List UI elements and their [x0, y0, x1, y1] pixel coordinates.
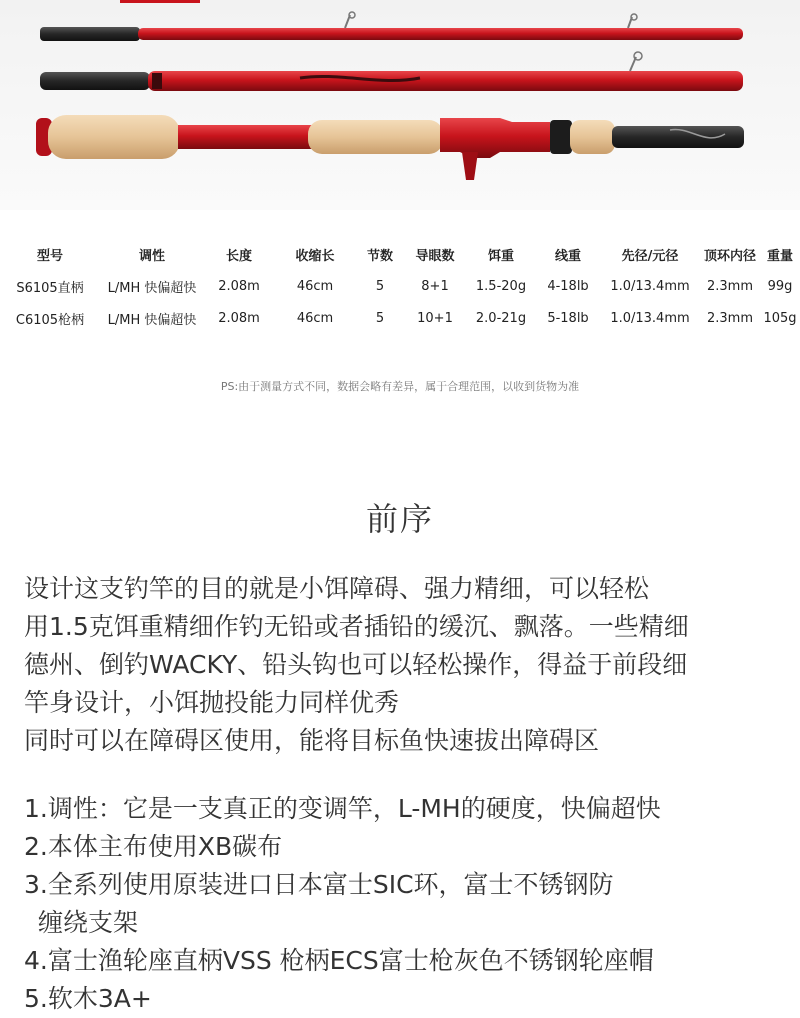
intro-line: 同时可以在障碍区使用，能将目标鱼快速拔出障碍区 — [24, 726, 600, 755]
feature-item-carbon: 2.本体主布使用XB碳布 — [24, 832, 283, 861]
intro-line: 竿身设计，小饵抛投能力同样优秀 — [24, 688, 400, 717]
header-sections: 节数 — [366, 248, 393, 264]
table-row — [0, 270, 800, 302]
cell-line-weight: 4-18lb — [547, 278, 589, 294]
header-weight: 重量 — [766, 248, 793, 264]
measurement-note: PS:由于测量方式不同，数据会略有差异，属于合理范围，以收到货物为准 — [220, 380, 580, 393]
cell-model: C6105枪柄 — [15, 312, 85, 328]
cell-length: 2.08m — [218, 278, 260, 294]
feature-item-reel-seat: 4.富士渔轮座直柄VSS 枪柄ECS富士枪灰色不锈钢轮座帽 — [24, 946, 654, 975]
rod-top-remnant — [120, 0, 200, 3]
spec-table-header-row — [0, 238, 800, 270]
intro-line: 设计这支钓竿的目的就是小饵障碍、强力精细，可以轻松 — [24, 574, 650, 603]
cell-action: L/MH 快偏超快 — [107, 312, 197, 328]
feature-item-guides: 3.全系列使用原装进口日本富士SIC环，富士不锈钢防 — [24, 870, 614, 899]
cell-closed-length: 46cm — [296, 278, 334, 294]
cell-model: S6105直柄 — [16, 280, 84, 296]
fishing-rod-illustration — [0, 0, 800, 210]
section-title: 前序 — [365, 500, 434, 538]
feature-item-cork: 5.软木3A+ — [24, 984, 152, 1013]
rod-section-1 — [40, 12, 743, 41]
cell-weight: 105g — [763, 310, 797, 326]
header-length: 长度 — [225, 248, 252, 264]
spec-table — [0, 238, 800, 334]
cell-lure-weight: 1.5-20g — [475, 278, 527, 294]
cell-closed-length: 46cm — [296, 310, 334, 326]
intro-paragraph — [24, 570, 794, 760]
header-tip-butt-diameter: 先径/元径 — [621, 248, 679, 264]
intro-line: 用1.5克饵重精细作钓无铅或者插铅的缓沉、飘落。一些精细 — [24, 612, 689, 641]
cell-guides: 10+1 — [417, 310, 453, 326]
header-model: 型号 — [36, 248, 63, 264]
header-closed-length: 收缩长 — [295, 248, 335, 264]
feature-list — [24, 790, 794, 1018]
header-guides: 导眼数 — [415, 248, 455, 264]
header-top-ring-diameter: 顶环内径 — [703, 248, 756, 264]
header-line-weight: 线重 — [554, 248, 581, 264]
cell-sections: 5 — [375, 310, 385, 326]
table-row — [0, 302, 800, 334]
cell-length: 2.08m — [218, 310, 260, 326]
cell-top-ring-diameter: 2.3mm — [706, 278, 753, 294]
cell-weight: 99g — [767, 278, 793, 294]
intro-line: 德州、倒钓WACKY、铅头钩也可以轻松操作，得益于前段细 — [24, 650, 688, 679]
cell-action: L/MH 快偏超快 — [107, 280, 197, 296]
cell-line-weight: 5-18lb — [547, 310, 589, 326]
feature-item-guides-continued: 缠绕支架 — [38, 908, 139, 937]
header-action: 调性 — [138, 248, 165, 264]
product-photo — [0, 0, 800, 210]
cell-tip-butt-diameter: 1.0/13.4mm — [610, 278, 690, 294]
rod-handle-section — [36, 115, 744, 180]
cell-tip-butt-diameter: 1.0/13.4mm — [610, 310, 690, 326]
cell-sections: 5 — [375, 278, 385, 294]
cell-guides: 8+1 — [421, 278, 449, 294]
rod-section-2 — [40, 52, 743, 91]
feature-item-action: 1.调性：它是一支真正的变调竿，L-MH的硬度，快偏超快 — [24, 794, 661, 823]
header-lure-weight: 饵重 — [487, 248, 514, 264]
cell-lure-weight: 2.0-21g — [475, 310, 527, 326]
cell-top-ring-diameter: 2.3mm — [706, 310, 753, 326]
